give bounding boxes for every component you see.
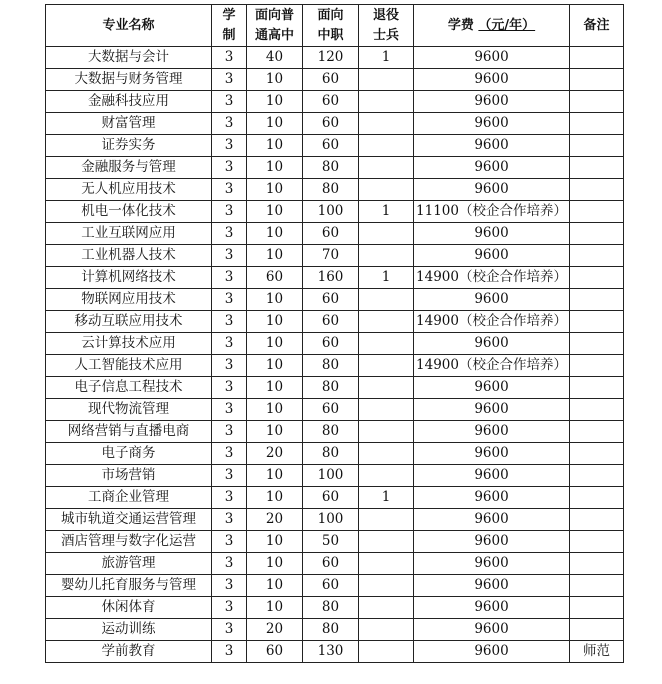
years-cell: 3 (212, 311, 247, 333)
years-cell: 3 (212, 355, 247, 377)
fee-cell: 9600 (414, 223, 570, 245)
note-cell (570, 179, 624, 201)
vocational-quota-cell: 80 (303, 443, 359, 465)
table-row (46, 355, 624, 377)
table-row (46, 135, 624, 157)
years-cell: 3 (212, 267, 247, 289)
major-name-cell: 机电一体化技术 (46, 201, 212, 223)
vocational-quota-cell: 80 (303, 421, 359, 443)
note-cell (570, 597, 624, 619)
vocational-quota-cell: 60 (303, 575, 359, 597)
veteran-quota-cell (359, 157, 414, 179)
general-hs-quota-cell: 10 (247, 465, 303, 487)
general-hs-quota-cell: 10 (247, 289, 303, 311)
note-cell (570, 377, 624, 399)
vocational-quota-cell: 60 (303, 223, 359, 245)
years-cell: 3 (212, 91, 247, 113)
years-cell: 3 (212, 201, 247, 223)
major-name-cell: 现代物流管理 (46, 399, 212, 421)
general-hs-quota-cell: 10 (247, 553, 303, 575)
years-cell: 3 (212, 641, 247, 663)
veteran-quota-cell (359, 179, 414, 201)
table-row (46, 245, 624, 267)
general-hs-quota-cell: 10 (247, 597, 303, 619)
fee-cell: 9600 (414, 597, 570, 619)
vocational-quota-cell: 80 (303, 377, 359, 399)
general-hs-quota-cell: 20 (247, 443, 303, 465)
fee-cell: 9600 (414, 113, 570, 135)
years-cell: 3 (212, 421, 247, 443)
years-cell: 3 (212, 531, 247, 553)
general-hs-quota-cell: 10 (247, 223, 303, 245)
major-name-cell: 酒店管理与数字化运营 (46, 531, 212, 553)
note-cell (570, 245, 624, 267)
fee-cell: 9600 (414, 421, 570, 443)
table-row (46, 399, 624, 421)
general-hs-quota-cell: 10 (247, 377, 303, 399)
general-hs-quota-cell: 10 (247, 157, 303, 179)
veteran-quota-cell (359, 421, 414, 443)
vocational-quota-cell: 80 (303, 179, 359, 201)
veteran-quota-cell (359, 399, 414, 421)
header-general-hs (247, 5, 303, 47)
note-cell: 师范 (570, 641, 624, 663)
vocational-quota-cell: 60 (303, 69, 359, 91)
general-hs-quota-cell: 10 (247, 531, 303, 553)
note-cell (570, 487, 624, 509)
years-cell: 3 (212, 399, 247, 421)
veteran-quota-cell: 1 (359, 47, 414, 69)
general-hs-quota-cell: 10 (247, 69, 303, 91)
veteran-quota-cell: 1 (359, 201, 414, 223)
vocational-quota-cell: 60 (303, 135, 359, 157)
header-note: 备注 (570, 5, 624, 47)
table-row (46, 267, 624, 289)
general-hs-quota-cell: 10 (247, 311, 303, 333)
vocational-quota-cell: 80 (303, 355, 359, 377)
years-cell: 3 (212, 179, 247, 201)
major-name-cell: 工商企业管理 (46, 487, 212, 509)
table-row (46, 223, 624, 245)
major-name-cell: 电子信息工程技术 (46, 377, 212, 399)
note-cell (570, 399, 624, 421)
major-name-cell: 学前教育 (46, 641, 212, 663)
note-cell (570, 69, 624, 91)
veteran-quota-cell (359, 443, 414, 465)
header-general-hs-line1: 面向普 (254, 7, 294, 23)
years-cell: 3 (212, 135, 247, 157)
general-hs-quota-cell: 10 (247, 245, 303, 267)
note-cell (570, 509, 624, 531)
years-cell: 3 (212, 553, 247, 575)
fee-cell: 9600 (414, 465, 570, 487)
note-cell (570, 47, 624, 69)
major-name-cell: 云计算技术应用 (46, 333, 212, 355)
table-row (46, 113, 624, 135)
header-veteran-line2: 士兵 (372, 27, 399, 43)
note-cell (570, 465, 624, 487)
note-cell (570, 113, 624, 135)
general-hs-quota-cell: 10 (247, 201, 303, 223)
major-name-cell: 运动训练 (46, 619, 212, 641)
note-cell (570, 575, 624, 597)
note-cell (570, 443, 624, 465)
major-name-cell: 工业机器人技术 (46, 245, 212, 267)
years-cell: 3 (212, 443, 247, 465)
fee-cell: 9600 (414, 179, 570, 201)
vocational-quota-cell: 100 (303, 509, 359, 531)
veteran-quota-cell: 1 (359, 267, 414, 289)
major-name-cell: 金融服务与管理 (46, 157, 212, 179)
fee-cell: 9600 (414, 641, 570, 663)
major-name-cell: 人工智能技术应用 (46, 355, 212, 377)
fee-cell: 9600 (414, 91, 570, 113)
note-cell (570, 223, 624, 245)
veteran-quota-cell (359, 509, 414, 531)
veteran-quota-cell (359, 619, 414, 641)
veteran-quota-cell (359, 553, 414, 575)
note-cell (570, 267, 624, 289)
years-cell: 3 (212, 223, 247, 245)
veteran-quota-cell (359, 333, 414, 355)
table-row (46, 575, 624, 597)
header-fee (414, 5, 570, 47)
table-row (46, 333, 624, 355)
major-name-cell: 城市轨道交通运营管理 (46, 509, 212, 531)
fee-cell: 9600 (414, 157, 570, 179)
table-row (46, 69, 624, 91)
note-cell (570, 311, 624, 333)
fee-cell: 9600 (414, 245, 570, 267)
table-row (46, 597, 624, 619)
fee-cell: 9600 (414, 553, 570, 575)
veteran-quota-cell (359, 641, 414, 663)
major-name-cell: 婴幼儿托育服务与管理 (46, 575, 212, 597)
years-cell: 3 (212, 377, 247, 399)
veteran-quota-cell (359, 113, 414, 135)
table-row (46, 465, 624, 487)
general-hs-quota-cell: 10 (247, 135, 303, 157)
years-cell: 3 (212, 487, 247, 509)
header-fee-unit: （元/年） (478, 17, 536, 33)
vocational-quota-cell: 100 (303, 201, 359, 223)
veteran-quota-cell (359, 377, 414, 399)
vocational-quota-cell: 80 (303, 157, 359, 179)
fee-cell: 9600 (414, 377, 570, 399)
header-vocational-line1: 面向 (317, 7, 344, 23)
fee-cell: 9600 (414, 399, 570, 421)
major-name-cell: 无人机应用技术 (46, 179, 212, 201)
note-cell (570, 201, 624, 223)
vocational-quota-cell: 80 (303, 619, 359, 641)
years-cell: 3 (212, 575, 247, 597)
vocational-quota-cell: 50 (303, 531, 359, 553)
vocational-quota-cell: 60 (303, 333, 359, 355)
table-header-row (46, 5, 624, 47)
general-hs-quota-cell: 20 (247, 509, 303, 531)
table-body (46, 47, 624, 663)
header-fee-label: 学费 (447, 17, 474, 33)
major-name-cell: 大数据与会计 (46, 47, 212, 69)
major-name-cell: 物联网应用技术 (46, 289, 212, 311)
note-cell (570, 531, 624, 553)
general-hs-quota-cell: 10 (247, 399, 303, 421)
header-years-line1: 学 (222, 7, 236, 23)
fee-cell: 9600 (414, 289, 570, 311)
years-cell: 3 (212, 289, 247, 311)
note-cell (570, 333, 624, 355)
table-row (46, 553, 624, 575)
major-name-cell: 网络营销与直播电商 (46, 421, 212, 443)
table-row (46, 47, 624, 69)
fee-cell: 14900（校企合作培养） (414, 267, 570, 289)
major-name-cell: 金融科技应用 (46, 91, 212, 113)
veteran-quota-cell (359, 355, 414, 377)
table-row (46, 443, 624, 465)
table-row (46, 509, 624, 531)
years-cell: 3 (212, 597, 247, 619)
table-row (46, 641, 624, 663)
table-row (46, 91, 624, 113)
general-hs-quota-cell: 10 (247, 487, 303, 509)
veteran-quota-cell (359, 223, 414, 245)
years-cell: 3 (212, 245, 247, 267)
general-hs-quota-cell: 10 (247, 113, 303, 135)
veteran-quota-cell (359, 91, 414, 113)
vocational-quota-cell: 60 (303, 289, 359, 311)
table-row (46, 289, 624, 311)
general-hs-quota-cell: 40 (247, 47, 303, 69)
header-veteran-line1: 退役 (372, 7, 399, 23)
years-cell: 3 (212, 509, 247, 531)
general-hs-quota-cell: 60 (247, 267, 303, 289)
major-name-cell: 电子商务 (46, 443, 212, 465)
fee-cell: 11100（校企合作培养） (414, 201, 570, 223)
vocational-quota-cell: 120 (303, 47, 359, 69)
table-row (46, 157, 624, 179)
note-cell (570, 421, 624, 443)
general-hs-quota-cell: 10 (247, 421, 303, 443)
general-hs-quota-cell: 10 (247, 333, 303, 355)
veteran-quota-cell (359, 69, 414, 91)
table-row (46, 421, 624, 443)
fee-cell: 9600 (414, 509, 570, 531)
table-row (46, 311, 624, 333)
major-name-cell: 大数据与财务管理 (46, 69, 212, 91)
enrollment-table (45, 4, 624, 663)
table-row (46, 531, 624, 553)
note-cell (570, 289, 624, 311)
header-major-name: 专业名称 (46, 5, 212, 47)
fee-cell: 9600 (414, 47, 570, 69)
general-hs-quota-cell: 10 (247, 91, 303, 113)
veteran-quota-cell: 1 (359, 487, 414, 509)
vocational-quota-cell: 100 (303, 465, 359, 487)
note-cell (570, 355, 624, 377)
vocational-quota-cell: 160 (303, 267, 359, 289)
major-name-cell: 财富管理 (46, 113, 212, 135)
header-years (212, 5, 247, 47)
veteran-quota-cell (359, 135, 414, 157)
table-row (46, 377, 624, 399)
vocational-quota-cell: 60 (303, 91, 359, 113)
fee-cell: 9600 (414, 619, 570, 641)
note-cell (570, 157, 624, 179)
header-years-line2: 制 (222, 27, 236, 43)
major-name-cell: 休闲体育 (46, 597, 212, 619)
years-cell: 3 (212, 333, 247, 355)
general-hs-quota-cell: 10 (247, 179, 303, 201)
table-row (46, 619, 624, 641)
vocational-quota-cell: 130 (303, 641, 359, 663)
veteran-quota-cell (359, 465, 414, 487)
vocational-quota-cell: 70 (303, 245, 359, 267)
years-cell: 3 (212, 47, 247, 69)
header-vocational-line2: 中职 (317, 27, 344, 43)
general-hs-quota-cell: 10 (247, 355, 303, 377)
fee-cell: 9600 (414, 69, 570, 91)
vocational-quota-cell: 60 (303, 311, 359, 333)
fee-cell: 14900（校企合作培养） (414, 311, 570, 333)
vocational-quota-cell: 60 (303, 553, 359, 575)
fee-cell: 9600 (414, 575, 570, 597)
major-name-cell: 旅游管理 (46, 553, 212, 575)
fee-cell: 9600 (414, 333, 570, 355)
note-cell (570, 91, 624, 113)
veteran-quota-cell (359, 575, 414, 597)
fee-cell: 9600 (414, 443, 570, 465)
veteran-quota-cell (359, 311, 414, 333)
header-veteran (359, 5, 414, 47)
veteran-quota-cell (359, 531, 414, 553)
general-hs-quota-cell: 60 (247, 641, 303, 663)
table-row (46, 487, 624, 509)
header-vocational (303, 5, 359, 47)
general-hs-quota-cell: 10 (247, 575, 303, 597)
major-name-cell: 证券实务 (46, 135, 212, 157)
major-name-cell: 工业互联网应用 (46, 223, 212, 245)
years-cell: 3 (212, 69, 247, 91)
vocational-quota-cell: 60 (303, 399, 359, 421)
fee-cell: 9600 (414, 487, 570, 509)
table-row (46, 179, 624, 201)
note-cell (570, 135, 624, 157)
fee-cell: 9600 (414, 135, 570, 157)
general-hs-quota-cell: 20 (247, 619, 303, 641)
note-cell (570, 553, 624, 575)
vocational-quota-cell: 60 (303, 113, 359, 135)
years-cell: 3 (212, 157, 247, 179)
major-name-cell: 移动互联应用技术 (46, 311, 212, 333)
years-cell: 3 (212, 113, 247, 135)
veteran-quota-cell (359, 289, 414, 311)
table-row (46, 201, 624, 223)
fee-cell: 9600 (414, 531, 570, 553)
years-cell: 3 (212, 619, 247, 641)
veteran-quota-cell (359, 597, 414, 619)
major-name-cell: 计算机网络技术 (46, 267, 212, 289)
vocational-quota-cell: 80 (303, 597, 359, 619)
header-general-hs-line2: 通高中 (254, 27, 294, 43)
veteran-quota-cell (359, 245, 414, 267)
vocational-quota-cell: 60 (303, 487, 359, 509)
major-name-cell: 市场营销 (46, 465, 212, 487)
fee-cell: 14900（校企合作培养） (414, 355, 570, 377)
note-cell (570, 619, 624, 641)
years-cell: 3 (212, 465, 247, 487)
